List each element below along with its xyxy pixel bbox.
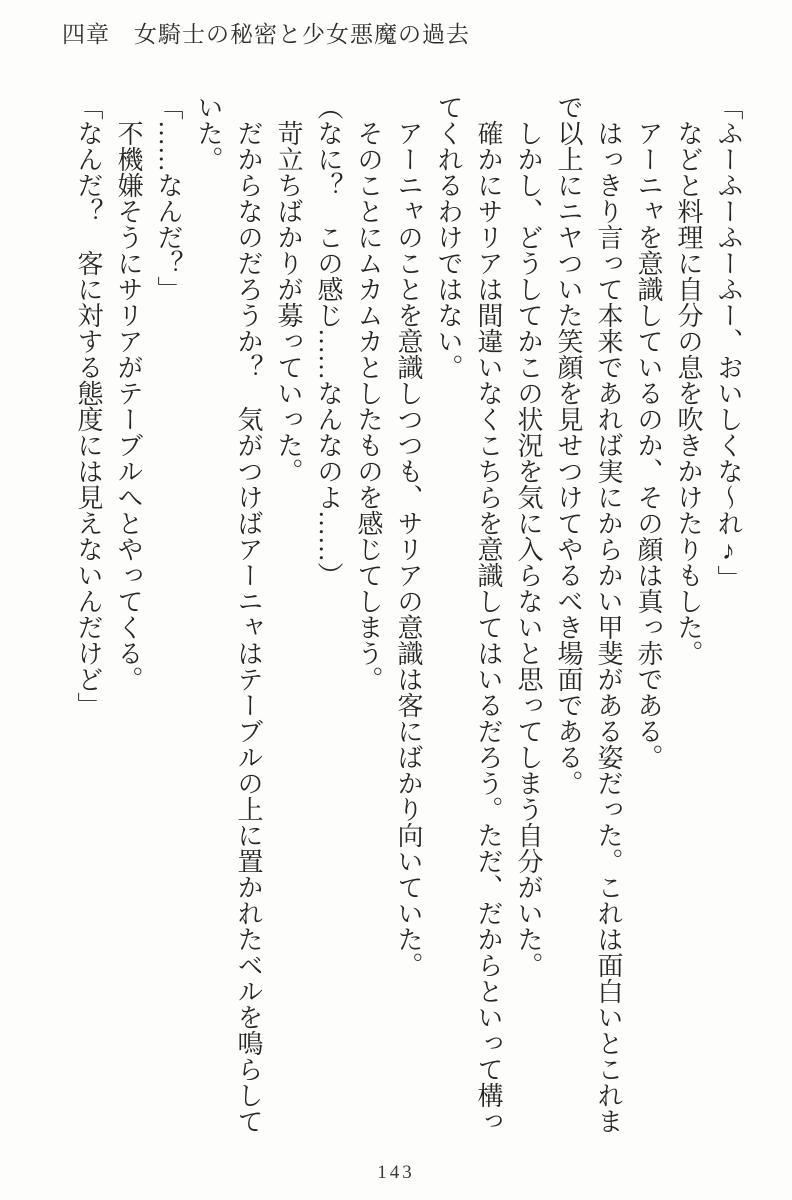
text-column: てくれるわけではない。 (434, 94, 463, 380)
text-column: で以上にニヤついた笑顔を見せつけてやるべき場面である。 (554, 94, 583, 796)
text-column: 「……なんだ？」 (154, 94, 183, 302)
text-column: 「ふーふーふーふー、おいしくな～れ♪」 (714, 94, 743, 591)
text-column: 「なんだ？ 客に対する態度には見えないんだけど」 (74, 94, 103, 718)
text-column: だからなのだろうか？ 気がつけばアーニャはテーブルの上に置かれたベルを鳴らして (234, 94, 263, 1134)
text-column: などと料理に自分の息を吹きかけたりもした。 (674, 94, 703, 666)
page-number: 143 (377, 1162, 415, 1183)
text-column: 不機嫌そうにサリアがテーブルへとやってくる。 (114, 94, 143, 692)
text-column: 苛立ちばかりが募っていった。 (274, 94, 303, 484)
text-column: そのことにムカムカとしたものを感じてしまう。 (354, 94, 383, 692)
body-text (68, 94, 748, 1156)
text-column: （なに？ この感じ……なんなのよ……） (314, 94, 343, 588)
text-column: いた。 (194, 94, 223, 172)
text-column: アーニャを意識しているのか、その顔は真っ赤である。 (634, 94, 663, 770)
text-column: しかし、どうしてかこの状況を気に入らないと思ってしまう自分がいた。 (514, 94, 543, 978)
chapter-header: 四章 女騎士の秘密と少女悪魔の過去 (62, 22, 470, 47)
text-column: アーニャのことを意識しつつも、サリアの意識は客にばかり向いていた。 (394, 94, 423, 978)
text-column: はっきり言って本来であれば実にからかい甲斐がある姿だった。これは面白いとこれま (594, 94, 623, 1134)
text-column: 確かにサリアは間違いなくこちらを意識してはいるだろう。ただ、だからといって構っ (474, 94, 503, 1134)
